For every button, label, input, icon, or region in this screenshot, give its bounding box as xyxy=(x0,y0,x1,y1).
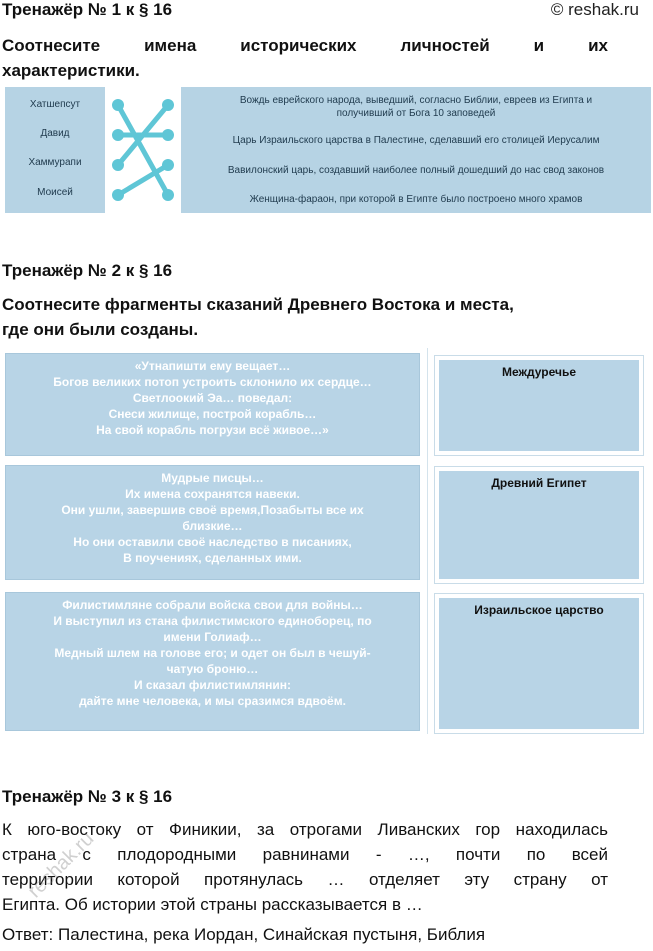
place-label: Междуречье xyxy=(501,365,577,379)
fragment-line: На свой корабль погрузи всё живое…» xyxy=(96,423,329,437)
description-line: получивший от Бога 10 заповедей xyxy=(336,108,496,119)
fragment-line: Богов великих потоп устроить склонило их сердце… xyxy=(53,375,372,389)
description-line: Царь Израильского царства в Палестине, сделавший его столицей Иерусалим xyxy=(232,135,600,146)
t1-title: Тренажёр № 1 к § 16 xyxy=(2,0,173,19)
t3-answer: Ответ: Палестина, река Иордан, Синайская пустыня, Библия xyxy=(2,925,486,944)
fragment-line: Мудрые писцы… xyxy=(161,471,264,485)
t2-task-line2: где они были созданы. xyxy=(2,320,199,339)
place-drop-area xyxy=(439,598,639,729)
name-item[interactable]: Моисей xyxy=(37,187,73,198)
connector-dot[interactable] xyxy=(162,159,174,171)
t1-descriptions-panel xyxy=(181,87,651,213)
fragment-line: В поучениях, сделанных ими. xyxy=(123,551,302,565)
fragment-line: Снеси жилище, построй корабль… xyxy=(108,407,317,421)
description-line: Вождь еврейского народа, выведший, согласно Библии, евреев из Египта и xyxy=(239,95,593,106)
fragment-line: Но они оставили своё наследство в писаниях, xyxy=(73,535,352,549)
fragment-line: Их имена сохранятся навеки. xyxy=(125,487,300,501)
fragment-line: Медный шлем на голове его; и одет он был в чешуй- xyxy=(54,646,371,660)
watermark: reshak.ru xyxy=(23,827,99,903)
t1-names-panel xyxy=(5,87,105,213)
name-item[interactable]: Хаммурапи xyxy=(28,157,82,168)
fragment-line: дайте мне человека, и мы сразимся вдвоём. xyxy=(79,694,346,708)
fragment-line: чатую броню… xyxy=(166,662,259,676)
t2-task-line1: Соотнесите фрагменты сказаний Древнего Востока и места, xyxy=(2,295,514,314)
fragment-line: И выступил из стана филистимского единоборец, по xyxy=(53,614,372,628)
place-box-egypt[interactable] xyxy=(434,466,644,584)
fragment-line: Светлоокий Эа… поведал: xyxy=(132,391,293,405)
fragment-line: И сказал филистимлянин: xyxy=(133,678,292,692)
t1-connector-diagram xyxy=(108,87,180,213)
connector-dot[interactable] xyxy=(112,189,124,201)
fragment-card-2[interactable] xyxy=(5,465,420,580)
name-item[interactable]: Хатшепсут xyxy=(29,99,81,110)
fragment-card-1[interactable] xyxy=(5,353,420,456)
description-item[interactable] xyxy=(181,164,651,177)
description-item[interactable] xyxy=(181,193,651,206)
t1-task-line2: характеристики. xyxy=(2,61,140,80)
connector-dot[interactable] xyxy=(112,159,124,171)
connector-dot[interactable] xyxy=(112,129,124,141)
connector-dot[interactable] xyxy=(162,99,174,111)
t3-title: Тренажёр № 3 к § 16 xyxy=(2,787,173,806)
t3-line2: страна с плодородными равнинами - …, почти по всей xyxy=(2,845,608,864)
description-line: Женщина-фараон, при которой в Египте было построено много храмов xyxy=(249,194,583,205)
fragment-card-3[interactable] xyxy=(5,592,420,731)
fragment-line: «Утнапишти ему вещает… xyxy=(134,359,291,373)
place-label: Израильское царство xyxy=(474,603,604,617)
place-box-israel[interactable] xyxy=(434,593,644,734)
description-line: Вавилонский царь, создавший наиболее полный дошедший до нас свод законов xyxy=(227,165,605,176)
t1-task-line1: Соотнесите имена исторических личностей и их xyxy=(2,36,608,55)
t3-line3: территории которой протянулась … отделяет эту страну от xyxy=(2,870,608,889)
t3-line4: Египта. Об истории этой страны рассказывается в … xyxy=(2,895,423,914)
connector-dot[interactable] xyxy=(162,129,174,141)
site-credit: © reshak.ru xyxy=(550,0,639,19)
connector-dot[interactable] xyxy=(162,189,174,201)
place-box-mesopotamia[interactable] xyxy=(434,355,644,456)
place-label: Древний Египет xyxy=(491,476,587,490)
connector-dot[interactable] xyxy=(112,99,124,111)
fragment-line: Филистимляне собрали войска свои для войны… xyxy=(62,598,363,612)
t2-title: Тренажёр № 2 к § 16 xyxy=(2,261,173,280)
fragment-line: Они ушли, завершив своё время,Позабыты все их xyxy=(61,503,364,517)
name-item[interactable]: Давид xyxy=(40,128,70,139)
fragment-line: близкие… xyxy=(182,519,243,533)
description-item[interactable] xyxy=(181,94,651,120)
t3-line1: К юго-востоку от Финикии, за отрогами Ливанских гор находилась xyxy=(2,820,608,839)
description-item[interactable] xyxy=(181,134,651,147)
fragment-line: имени Голиаф… xyxy=(163,630,262,644)
t2-divider xyxy=(427,348,428,734)
